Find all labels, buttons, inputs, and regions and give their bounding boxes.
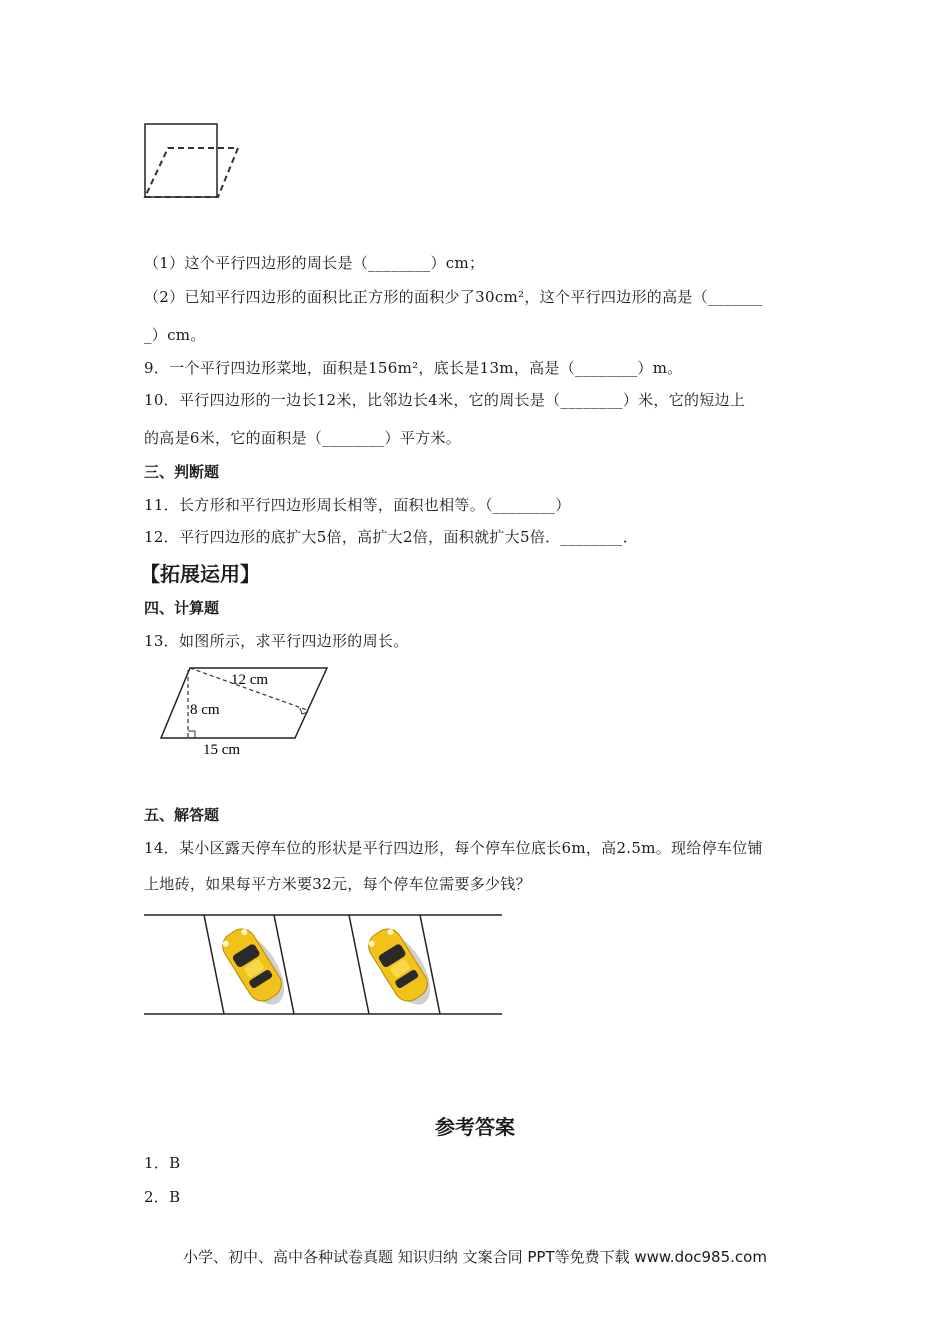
- question-13: 13．如图所示，求平行四边形的周长。: [144, 632, 409, 650]
- question-10-line2: 的高是6米，它的面积是（________）平方米。: [144, 429, 462, 447]
- car-icon: [363, 921, 441, 1013]
- diagonal-length-label: 12 cm: [231, 672, 269, 688]
- extension-heading: 【拓展运用】: [140, 562, 260, 586]
- car-icon: [217, 921, 295, 1013]
- parallelogram-figure: [155, 660, 345, 760]
- section-calculation-heading: 四、计算题: [144, 599, 220, 617]
- height-label: 8 cm: [190, 702, 220, 718]
- square-parallelogram-figure: [138, 118, 248, 208]
- base-length-label: 15 cm: [203, 742, 241, 758]
- answer-1: 1．B: [144, 1154, 181, 1172]
- q8-sub2: （2）已知平行四边形的面积比正方形的面积少了30cm²，这个平行四边形的高是（_______: [144, 288, 763, 306]
- parking-spaces-figure: [142, 910, 504, 1018]
- q8-sub1: （1）这个平行四边形的周长是（________）cm；: [144, 254, 485, 272]
- question-9: 9．一个平行四边形菜地，面积是156m²，底长是13m，高是（________）m。: [144, 359, 683, 377]
- q8-sub2-continued: _）cm。: [144, 326, 206, 344]
- question-14-line2: 上地砖，如果每平方米要32元，每个停车位需要多少钱？: [144, 875, 531, 893]
- question-11: 11．长方形和平行四边形周长相等，面积也相等。（________）: [144, 496, 571, 514]
- page-footer: 小学、初中、高中各种试卷真题 知识归纳 文案合同 PPT等免费下载 www.doc985.com: [183, 1248, 767, 1266]
- section-judgment-heading: 三、判断题: [144, 463, 220, 481]
- answer-2: 2．B: [144, 1188, 181, 1206]
- answers-title: 参考答案: [435, 1115, 515, 1139]
- question-10-line1: 10．平行四边形的一边长12米，比邻边长4米，它的周长是（________）米，它的短边上: [144, 391, 746, 409]
- question-12: 12．平行四边形的底扩大5倍，高扩大2倍，面积就扩大5倍．________．: [144, 528, 639, 546]
- question-14-line1: 14．某小区露天停车位的形状是平行四边形，每个停车位底长6m，高2.5m。现给停车位铺: [144, 839, 763, 857]
- section-answer-heading: 五、解答题: [144, 806, 220, 824]
